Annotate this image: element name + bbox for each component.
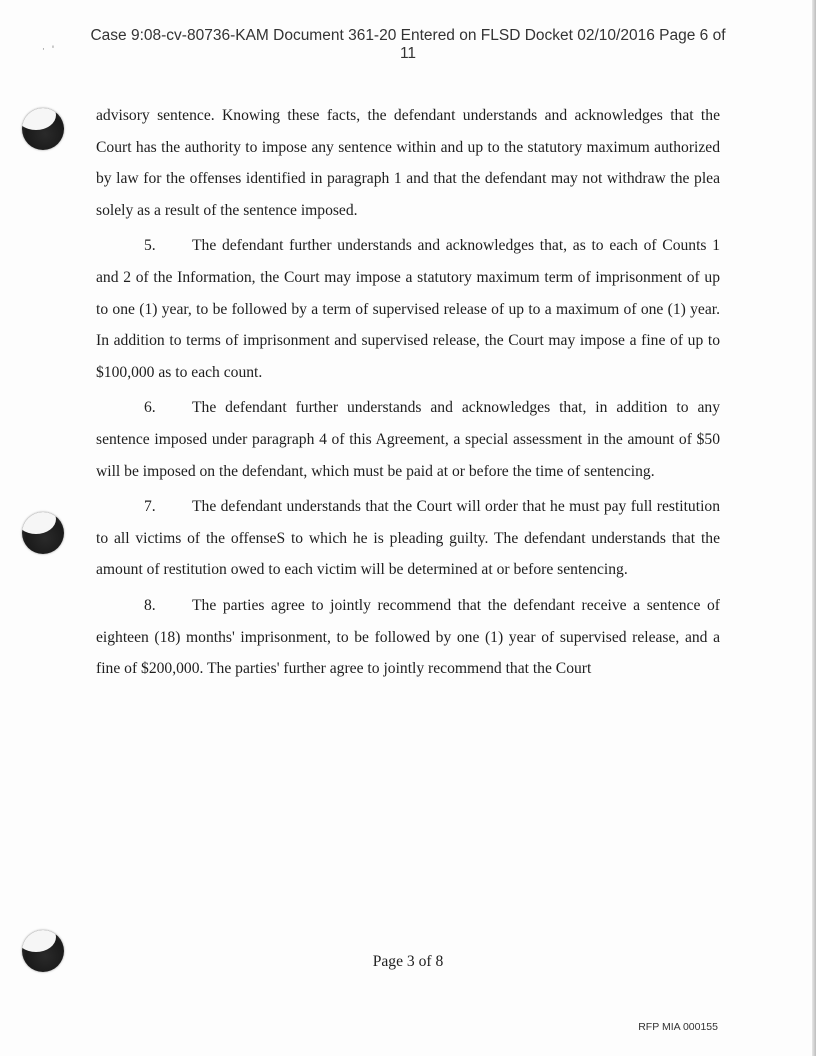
paragraph-8	[96, 590, 720, 685]
paragraph-text: advisory sentence. Knowing these facts, the defendant understands and acknowledges that the Court has the authority to impose any sentence within and up to the statutory maximum authorized by law for the offenses identified in paragraph 1 and that the defendant may not withdraw the plea solely as a result of the sentence imposed.	[96, 107, 720, 219]
paragraph-text: The defendant further understands and acknowledges that, as to each of Counts 1 and 2 of the Information, the Court may impose a statutory maximum term of imprisonment of up to one (1) year, to be followed by a term of supervised release of up to a maximum of one (1) year. In addition to terms of imprisonment and supervised release, the Court may impose a fine of up to $100,000 as to each count.	[96, 237, 720, 381]
scan-specks: · '	[42, 45, 57, 55]
paragraph-number: 5.	[144, 237, 156, 255]
header-line-1: Case 9:08-cv-80736-KAM Document 361-20 Entered on FLSD Docket 02/10/2016 Page 6 of	[90, 27, 726, 44]
paragraph-7	[96, 491, 720, 586]
paragraph-number: 7.	[144, 498, 156, 516]
paragraph-text: The parties agree to jointly recommend that the defendant receive a sentence of eighteen (18) months' imprisonment, to be followed by one (1) year of supervised release, and a fine of $200,000. The parties' further agree to jointly recommend that the Court	[96, 596, 720, 678]
punch-hole-icon	[22, 512, 64, 554]
court-filing-header	[0, 27, 816, 63]
header-line-2: 11	[399, 45, 417, 62]
paragraph-5	[96, 230, 720, 388]
page-number: Page 3 of 8	[372, 953, 444, 970]
page-edge-shadow	[812, 0, 816, 1056]
paragraph-text: The defendant understands that the Court will order that he must pay full restitution to all victims of the offenseS to which he is pleading guilty. The defendant understands that the amount of restitution owed to each victim will be determined at or before sentencing.	[96, 498, 720, 579]
paragraph-6	[96, 392, 720, 487]
paragraph-number: 8.	[144, 596, 156, 614]
paragraph-number: 6.	[144, 399, 156, 417]
paragraph-text: The defendant further understands and acknowledges that, in addition to any sentence imposed under paragraph 4 of this Agreement, a special assessment in the amount of $50 will be imposed on the defendant, which must be paid at or before the time of sentencing.	[96, 399, 720, 480]
paragraph-continuation	[96, 100, 720, 226]
bates-number: RFP MIA 000155	[638, 1021, 718, 1033]
agreement-body	[96, 100, 720, 685]
punch-hole-icon	[22, 108, 64, 150]
